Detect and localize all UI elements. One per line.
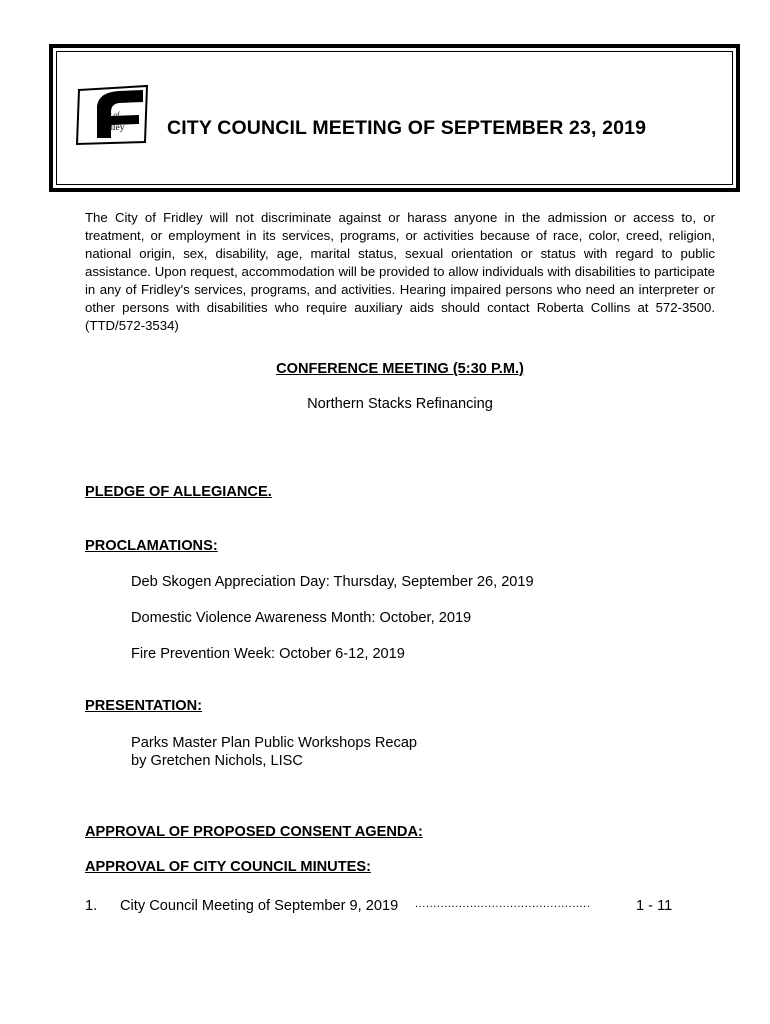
conference-heading: CONFERENCE MEETING (5:30 P.M.) [276, 361, 524, 377]
proclamation-item: Fire Prevention Week: October 6-12, 2019 [131, 646, 405, 662]
logo-text-line1: City of [99, 110, 120, 119]
presentation-heading: PRESENTATION: [85, 698, 203, 714]
proclamation-item: Deb Skogen Appreciation Day: Thursday, September 26, 2019 [131, 574, 534, 590]
city-logo [73, 84, 151, 146]
pledge-heading: PLEDGE OF ALLEGIANCE. [85, 484, 272, 500]
logo-text-line2: Fridley [97, 123, 125, 133]
nondiscrimination-notice: The City of Fridley will not discriminate against or harass anyone in the admission or access to, or treatment, or employment in its services, programs, or activities because of race, color, creed, religion, national origin, sex, disability, age, marital status, sexual orientation or status with regard to public assistance. Upon request, accommodation will be provided to allow individuals with disabilities to participate in any of Fridley's services, programs, and activities. Hearing impaired persons who need an interpreter or other persons with disabilities who require auxiliary aids should contact Roberta Collins at 572-3500. (TTD/572-3534) [85, 210, 715, 333]
item-number: 1. [85, 898, 98, 914]
conference-topic: Northern Stacks Refinancing [307, 396, 493, 412]
presentation-line2: by Gretchen Nichols, LISC [131, 753, 303, 769]
item-label: City Council Meeting of September 9, 2019 [120, 898, 399, 914]
dot-leader: ................................................ [415, 898, 591, 910]
minutes-item [85, 898, 685, 918]
consent-agenda-heading: APPROVAL OF PROPOSED CONSENT AGENDA: [85, 824, 423, 840]
proclamations-heading: PROCLAMATIONS: [85, 538, 218, 554]
page-title: CITY COUNCIL MEETING OF SEPTEMBER 23, 2019 [167, 117, 647, 139]
presentation-line1: Parks Master Plan Public Workshops Recap [131, 735, 418, 751]
minutes-heading: APPROVAL OF CITY COUNCIL MINUTES: [85, 859, 371, 875]
fridley-logo-icon [73, 84, 151, 146]
item-pages: 1 - 11 [636, 898, 673, 914]
proclamation-item: Domestic Violence Awareness Month: October, 2019 [131, 610, 472, 626]
